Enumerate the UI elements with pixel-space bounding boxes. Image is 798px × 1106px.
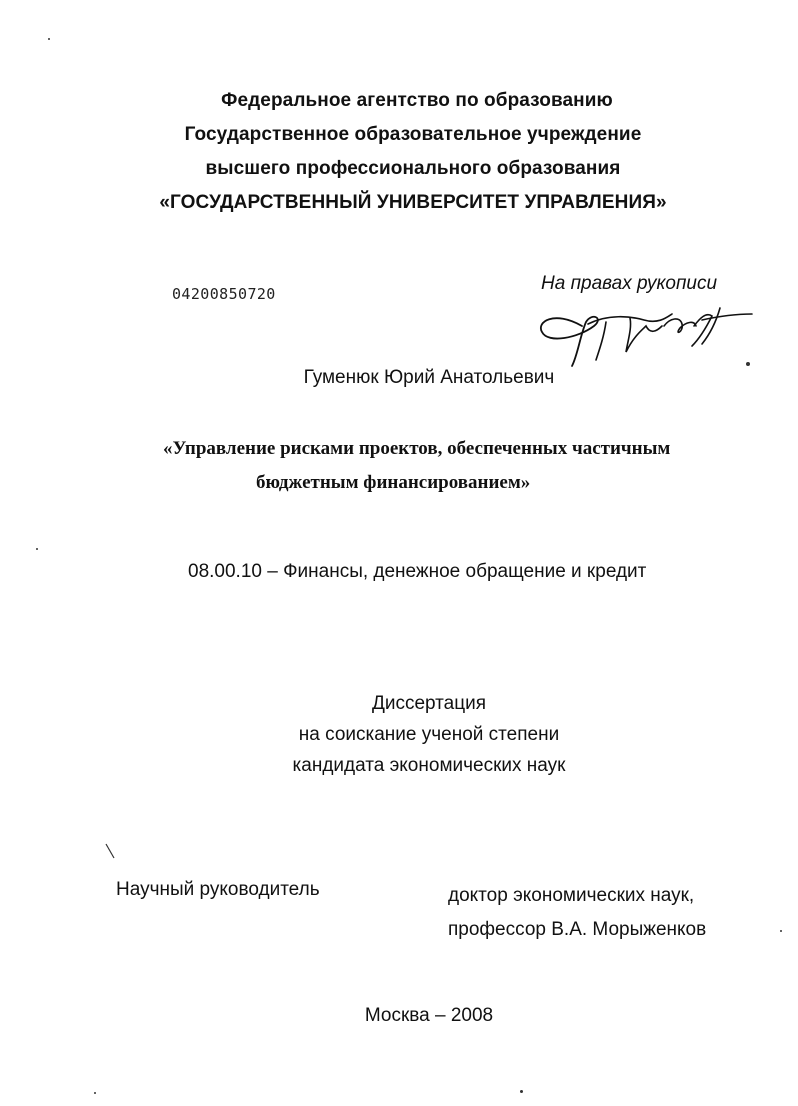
advisor-degree: доктор экономических наук, (448, 885, 695, 906)
scan-speck (94, 1092, 96, 1094)
advisor-info (448, 879, 706, 947)
scan-speck (780, 930, 782, 932)
dissertation-label: Диссертация (371, 693, 487, 714)
title-line-1: «Управление рисками проектов, обеспеченных частичным (163, 438, 671, 459)
scan-speck (520, 1090, 523, 1093)
degree-name: кандидата экономических наук (292, 755, 566, 776)
degree-purpose: на соискание ученой степени (298, 724, 560, 745)
dissertation-title (0, 432, 798, 500)
advisor-label: Научный руководитель (116, 879, 320, 900)
scan-speck (746, 362, 750, 366)
author-name: Гуменюк Юрий Анатольевич (303, 367, 555, 388)
city-year: Москва – 2008 (364, 1005, 494, 1026)
scan-speck (36, 548, 38, 550)
institution-header (0, 84, 798, 220)
document-number: 04200850720 (172, 285, 276, 303)
scan-speck (48, 38, 50, 40)
specialty-code: 08.00.10 – Финансы, денежное обращение и кредит (188, 561, 647, 582)
signature-icon (534, 296, 756, 368)
education-level: высшего профессионального образования (205, 158, 621, 179)
manuscript-note: На правах рукописи (541, 273, 718, 294)
university-name: «ГОСУДАРСТВЕННЫЙ УНИВЕРСИТЕТ УПРАВЛЕНИЯ» (159, 192, 667, 213)
institution-type: Государственное образовательное учреждение (184, 124, 642, 145)
dissertation-block (0, 688, 798, 781)
agency-name: Федеральное агентство по образованию (221, 90, 613, 111)
scan-mark (104, 842, 118, 860)
title-line-2: бюджетным финансированием» (256, 472, 531, 493)
advisor-name: профессор В.А. Морыженков (448, 919, 707, 940)
